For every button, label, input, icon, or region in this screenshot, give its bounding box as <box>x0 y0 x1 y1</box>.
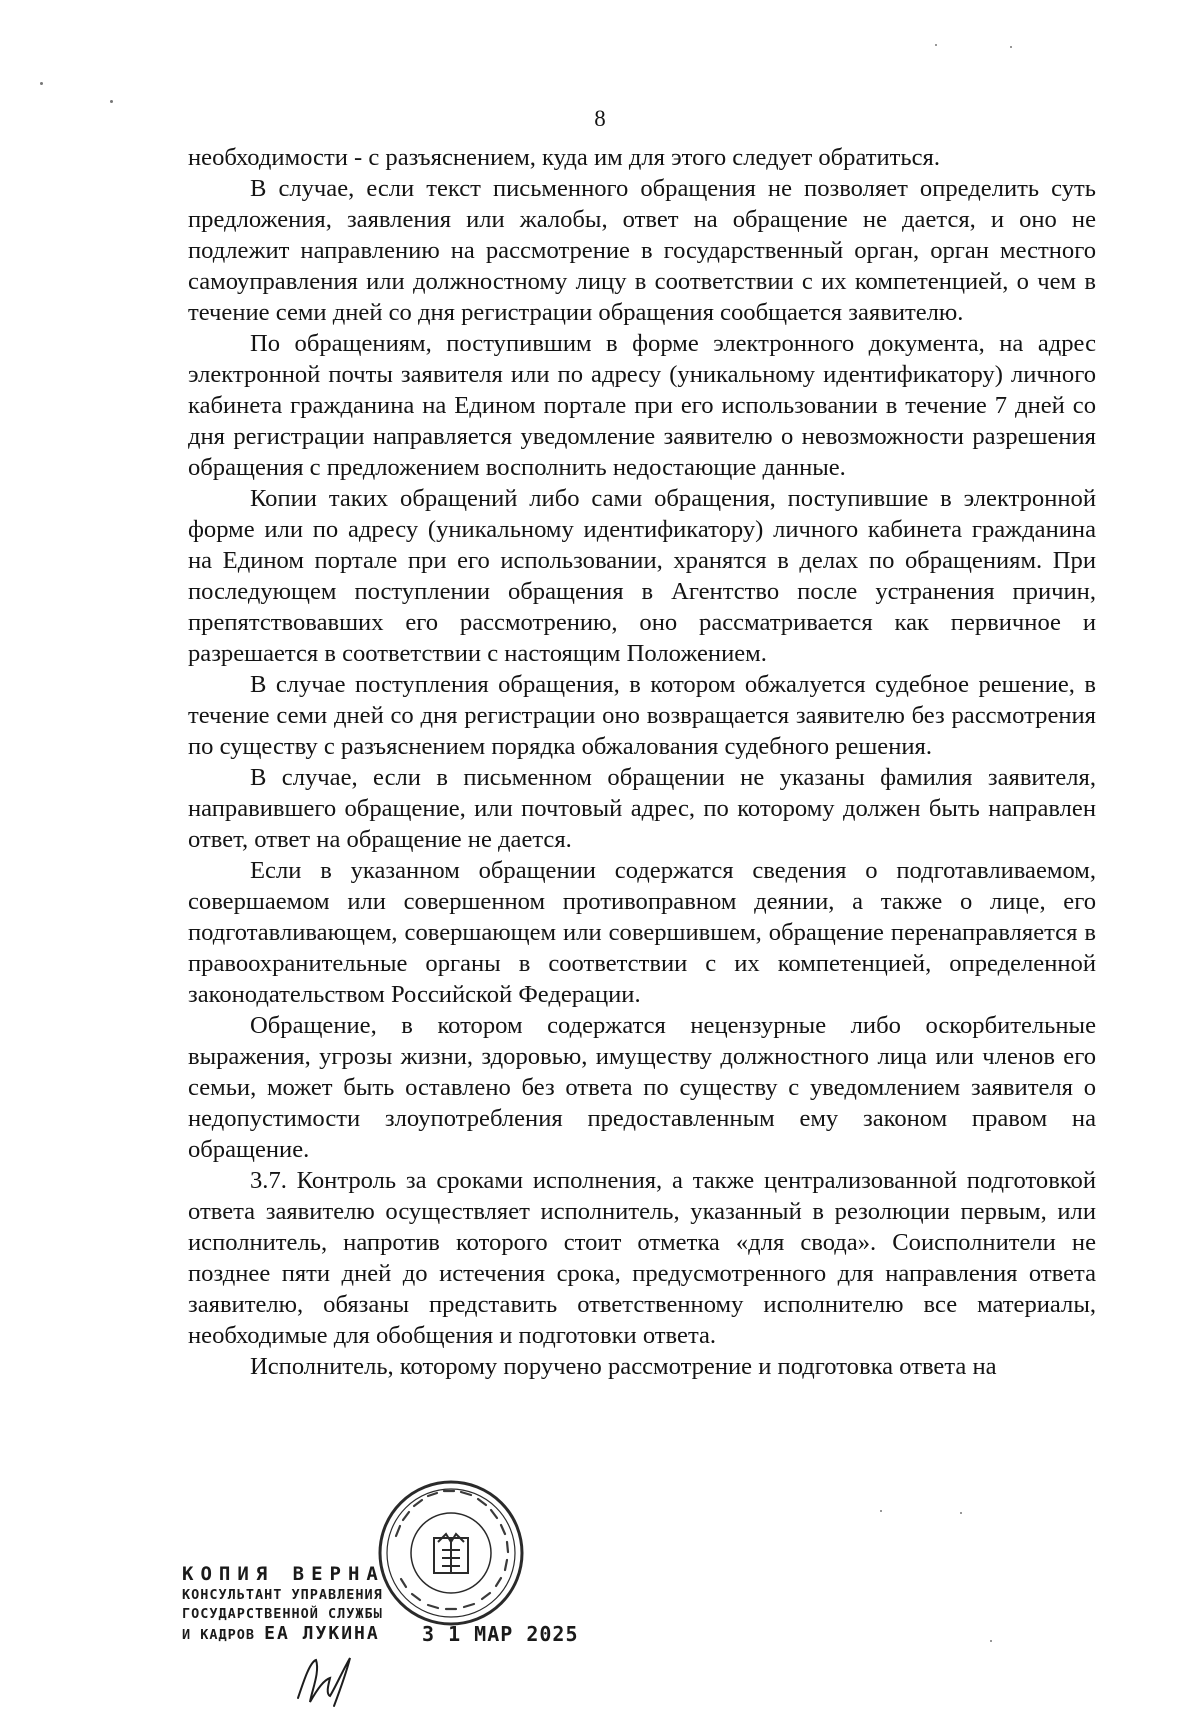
paragraph: Если в указанном обращении содержатся сведения о подготавливаемом, совершаемом или совершенном противоправном деянии, а также о лице, его подготавливающем, совершающем или совершившем, обращение перенаправляется в правоохранительные органы в соответствии с их компетенцией, определенной законодательством Российской Федерации. <box>188 857 1096 1008</box>
page-number: 8 <box>594 106 606 131</box>
paragraph: 3.7. Контроль за сроками исполнения, а также централизованной подготовкой ответа заявителю осуществляет исполнитель, указанный в резолюции первым, или исполнитель, напротив которого стоит отметка «для свода». Соисполнители не позднее пяти дней до истечения срока, предусмотренного для направления ответа заявителю, обязаны представить ответственному исполнителю все материалы, необходимые для обобщения и подготовки ответа. <box>188 1167 1096 1349</box>
scan-artifact <box>110 100 113 103</box>
stamp-signer-name: ЕА ЛУКИНА <box>264 1623 380 1644</box>
scan-artifact <box>880 1510 882 1512</box>
scan-artifact <box>935 44 937 46</box>
paragraph: В случае, если текст письменного обращения не позволяет определить суть предложения, заявления или жалобы, ответ на обращение не дается, и оно не подлежит направлению на рассмотрение в государственный орган, орган местного самоуправления или должностному лицу в соответствии с их компетенцией, о чем в течение семи дней со дня регистрации обращения сообщается заявителю. <box>188 175 1096 326</box>
stamp-date: 3 1 МАР 2025 <box>422 1622 579 1646</box>
stamp-department-line: ГОСУДАРСТВЕННОЙ СЛУЖБЫ <box>182 1606 383 1622</box>
paragraph: Исполнитель, которому поручено рассмотрение и подготовка ответа на <box>250 1353 997 1380</box>
stamp-title: КОПИЯ ВЕРНА <box>182 1563 385 1585</box>
paragraph: В случае поступления обращения, в котором обжалуется судебное решение, в течение семи дней со дня регистрации оно возвращается заявителю без рассмотрения по существу с разъяснением порядка обжалования судебного решения. <box>188 671 1096 760</box>
scan-artifact <box>40 82 43 85</box>
paragraph: Обращение, в котором содержатся нецензурные либо оскорбительные выражения, угрозы жизни, здоровью, имуществу должностного лица или членов его семьи, может быть оставлено без ответа по существу с уведомлением заявителя о недопустимости злоупотребления предоставленным ему законом правом на обращение. <box>188 1012 1096 1163</box>
paragraph: Копии таких обращений либо сами обращения, поступившие в электронной форме или по адресу (уникальному идентификатору) личного кабинета гражданина на Едином портале при его использовании, хранятся в делах по обращениям. При последующем поступлении обращения в Агентство после устранения причин, препятствовавших его рассмотрению, оно рассматривается как первичное и разрешается в соответствии с настоящим Положением. <box>188 485 1096 667</box>
stamp-name-prefix: И КАДРОВ <box>182 1627 256 1643</box>
scan-artifact <box>990 1640 992 1642</box>
paragraph: В случае, если в письменном обращении не указаны фамилия заявителя, направившего обращение, или почтовый адрес, по которому должен быть направлен ответ, ответ на обращение не дается. <box>188 764 1096 853</box>
scan-artifact <box>1010 46 1012 48</box>
document-body <box>188 142 1096 1382</box>
certification-stamp <box>182 1562 422 1645</box>
stamp-position-line: КОНСУЛЬТАНТ УПРАВЛЕНИЯ <box>182 1587 383 1603</box>
scan-artifact <box>960 1512 962 1514</box>
paragraph: По обращениям, поступившим в форме электронного документа, на адрес электронной почты заявителя или по адресу (уникальному идентификатору) личного кабинета гражданина на Едином портале при его использовании в течение 7 дней со дня регистрации направляется уведомление заявителю о невозможности разрешения обращения с предложением восполнить недостающие данные. <box>188 330 1096 481</box>
handwritten-signature-icon <box>290 1650 360 1710</box>
stamp-name-line <box>182 1624 422 1645</box>
paragraph: необходимости - с разъяснением, куда им для этого следует обратиться. <box>188 144 941 171</box>
